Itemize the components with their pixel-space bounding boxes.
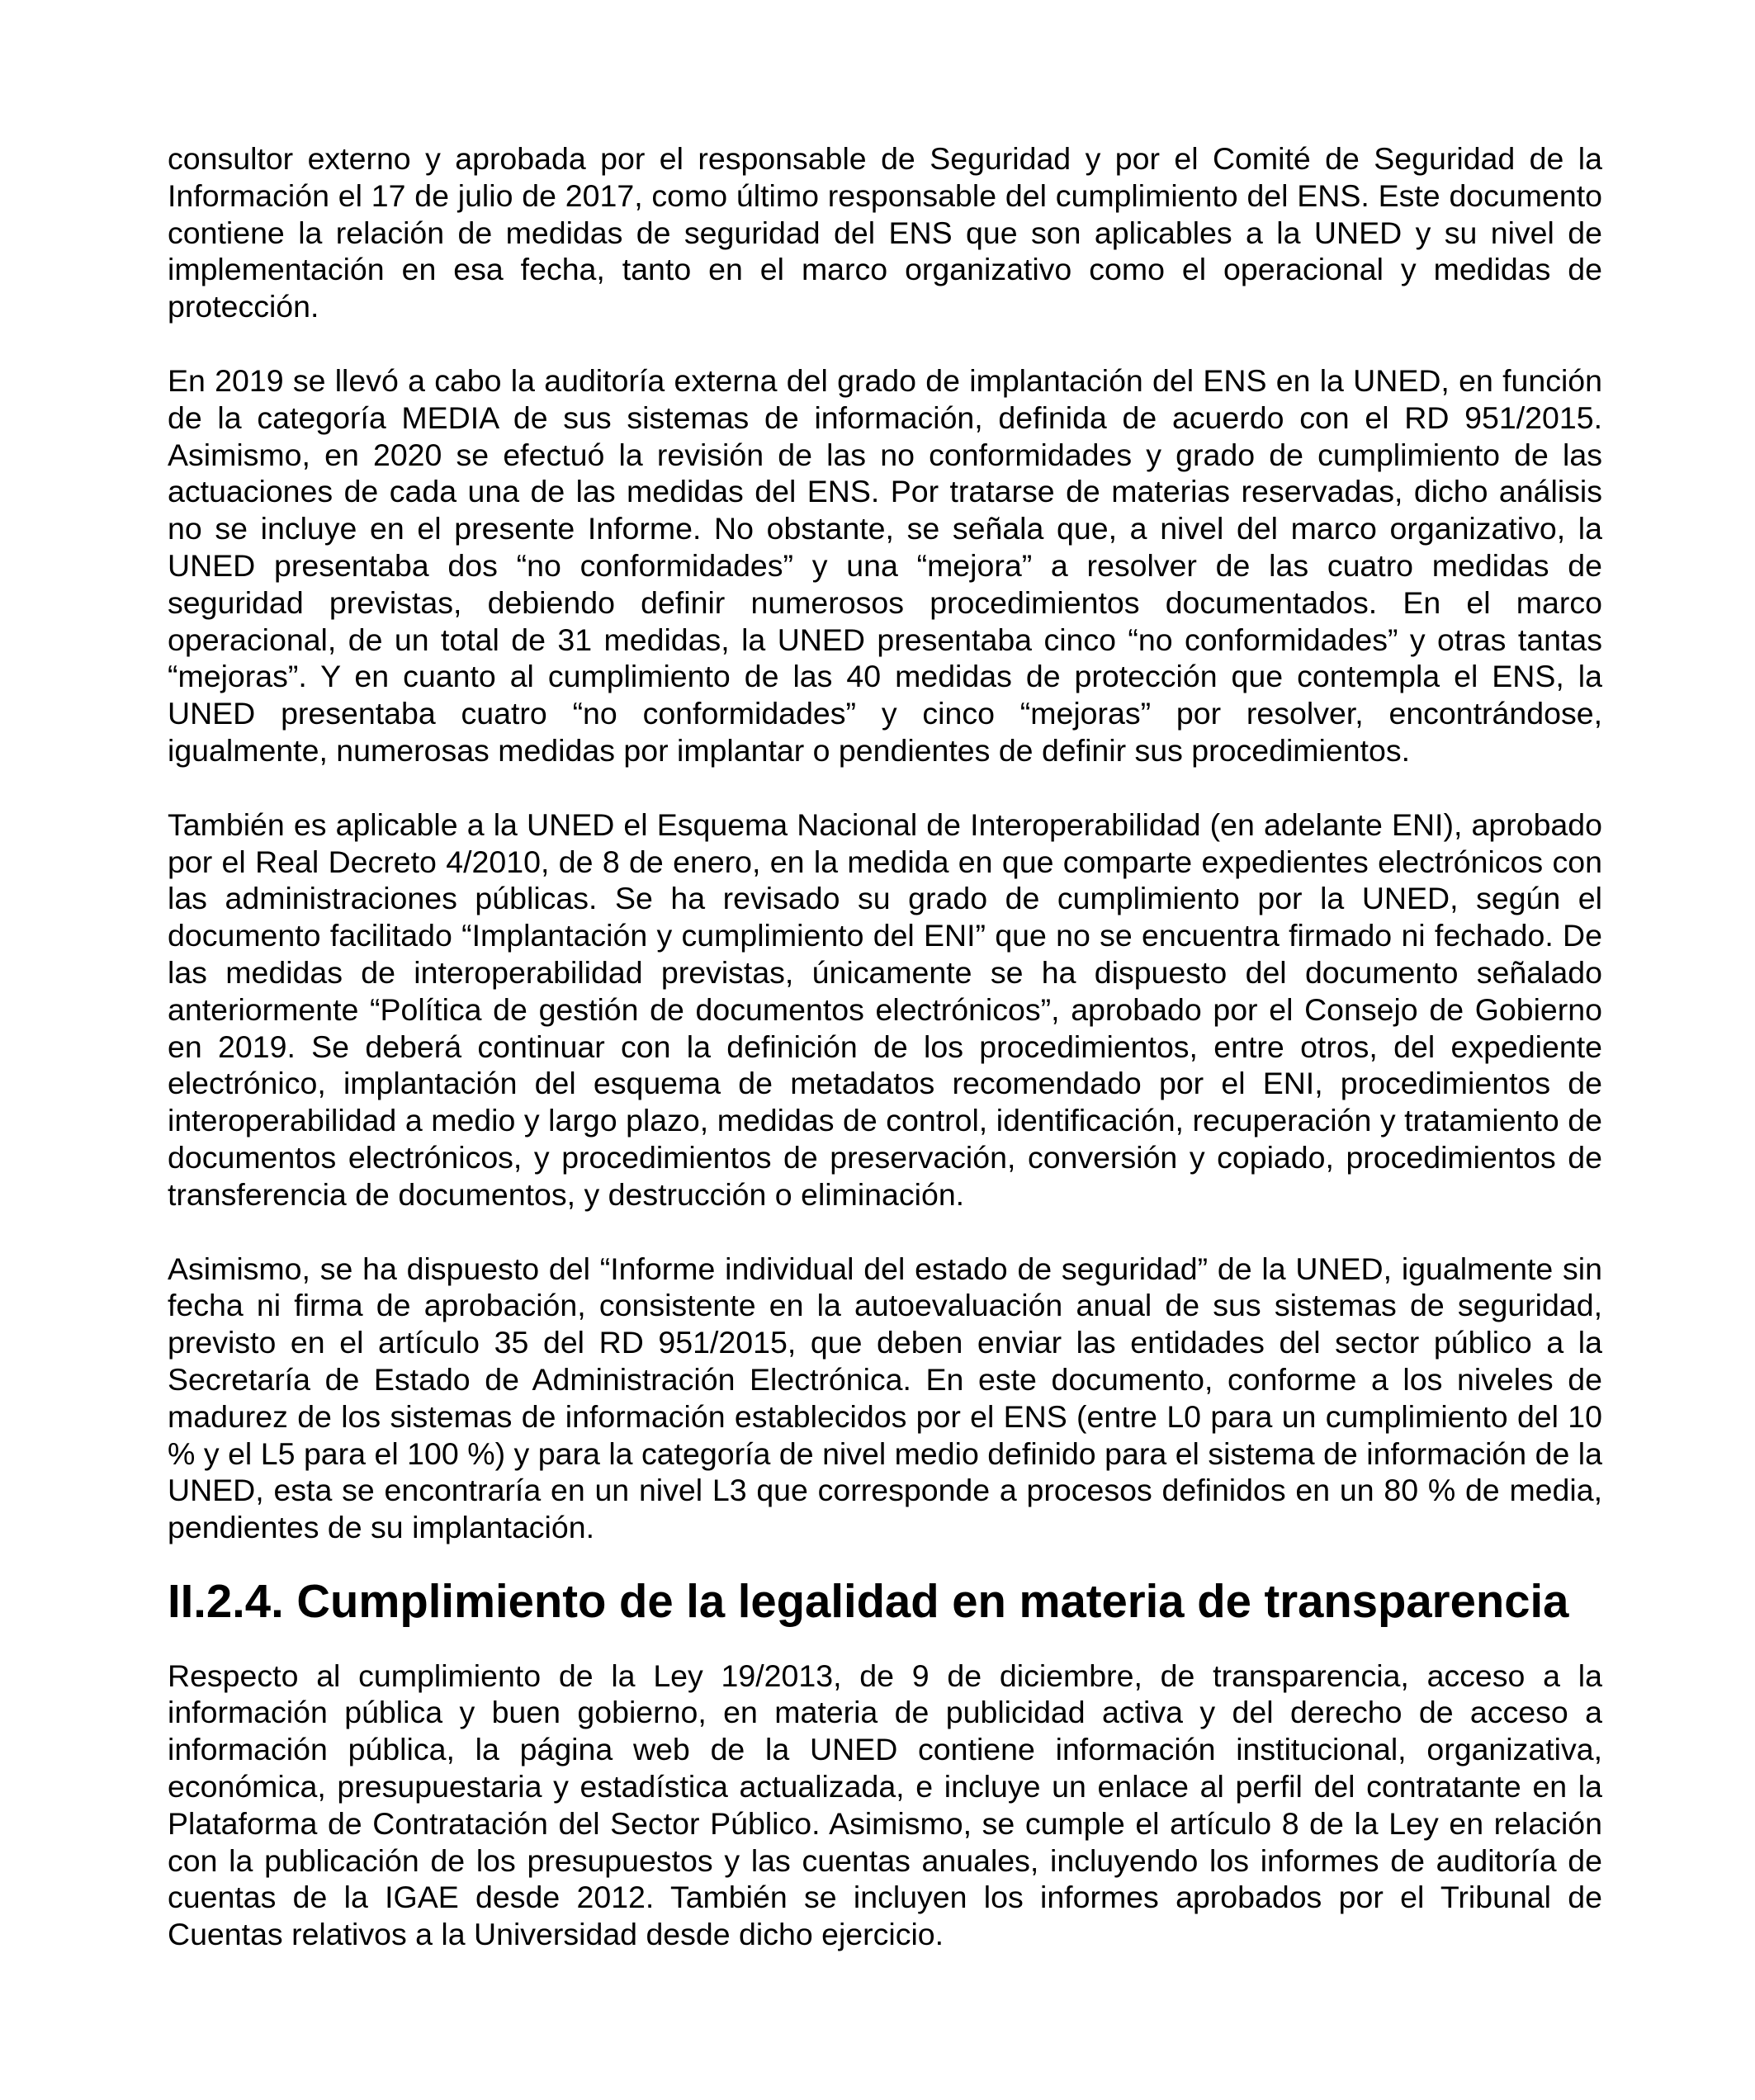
- document-page: [168, 140, 1602, 1990]
- paragraph-eni: También es aplicable a la UNED el Esquema Nacional de Interoperabilidad (en adelante ENI), aprobado por el Real Decreto 4/2010, de 8 de enero, en la medida en que comparte expedientes electrónicos con las administraciones públicas. Se ha revisado su grado de cumplimiento por la UNED, según el documento facilitado “Implantación y cumplimiento del ENI” que no se encuentra firmado ni fechado. De las medidas de interoperabilidad previstas, únicamente se ha dispuesto del documento señalado anteriormente “Política de gestión de documentos electrónicos”, aprobado por el Consejo de Gobierno en 2019. Se deberá continuar con la definición de los procedimientos, entre otros, del expediente electrónico, implantación del esquema de metadatos recomendado por el ENI, procedimientos de interoperabilidad a medio y largo plazo, medidas de control, identificación, recuperación y tratamiento de documentos electrónicos, y procedimientos de preservación, conversión y copiado, procedimientos de transferencia de documentos, y destrucción o eliminación.: [168, 806, 1602, 1212]
- paragraph-transparency: Respecto al cumplimiento de la Ley 19/2013, de 9 de diciembre, de transparencia, acceso a la información pública y buen gobierno, en materia de publicidad activa y del derecho de acceso a información pública, la página web de la UNED contiene información institucional, organizativa, económica, presupuestaria y estadística actualizada, e incluye un enlace al perfil del contratante en la Plataforma de Contratación del Sector Público. Asimismo, se cumple el artículo 8 de la Ley en relación con la publicación de los presupuestos y las cuentas anuales, incluyendo los informes de auditoría de cuentas de la IGAE desde 2012. También se incluyen los informes aprobados por el Tribunal de Cuentas relativos a la Universidad desde dicho ejercicio.: [168, 1658, 1602, 1952]
- paragraph-ens-measures: consultor externo y aprobada por el responsable de Seguridad y por el Comité de Seguridad de la Información el 17 de julio de 2017, como último responsable del cumplimiento del ENS. Este documento contiene la relación de medidas de seguridad del ENS que son aplicables a la UNED y su nivel de implementación en esa fecha, tanto en el marco organizativo como el operacional y medidas de protección.: [168, 141, 1602, 324]
- paragraph-ens-audit: En 2019 se llevó a cabo la auditoría externa del grado de implantación del ENS en la UNED, en función de la categoría MEDIA de sus sistemas de información, definida de acuerdo con el RD 951/2015. Asimismo, en 2020 se efectuó la revisión de las no conformidades y grado de cumplimiento de las actuaciones de cada una de las medidas del ENS. Por tratarse de materias reservadas, dicho análisis no se incluye en el presente Informe. No obstante, se señala que, a nivel del marco organizativo, la UNED presentaba dos “no conformidades” y una “mejora” a resolver de las cuatro medidas de seguridad previstas, debiendo definir numerosos procedimientos documentados. En el marco operacional, de un total de 31 medidas, la UNED presentaba cinco “no conformidades” y otras tantas “mejoras”. Y en cuanto al cumplimiento de las 40 medidas de protección que contempla el ENS, la UNED presentaba cuatro “no conformidades” y cinco “mejoras” por resolver, encontrándose, igualmente, numerosas medidas por implantar o pendientes de definir sus procedimientos.: [168, 362, 1602, 768]
- paragraph-security-report: Asimismo, se ha dispuesto del “Informe individual del estado de seguridad” de la UNED, igualmente sin fecha ni firma de aprobación, consistente en la autoevaluación anual de sus sistemas de seguridad, previsto en el artículo 35 del RD 951/2015, que deben enviar las entidades del sector público a la Secretaría de Estado de Administración Electrónica. En este documento, conforme a los niveles de madurez de los sistemas de información establecidos por el ENS (entre L0 para un cumplimiento del 10 % y el L5 para el 100 %) y para la categoría de nivel medio definido para el sistema de información de la UNED, esta se encontraría en un nivel L3 que corresponde a procesos definidos en un 80 % de media, pendientes de su implantación.: [168, 1251, 1602, 1545]
- section-heading-transparency: II.2.4. Cumplimiento de la legalidad en materia de transparencia: [168, 1574, 1569, 1627]
